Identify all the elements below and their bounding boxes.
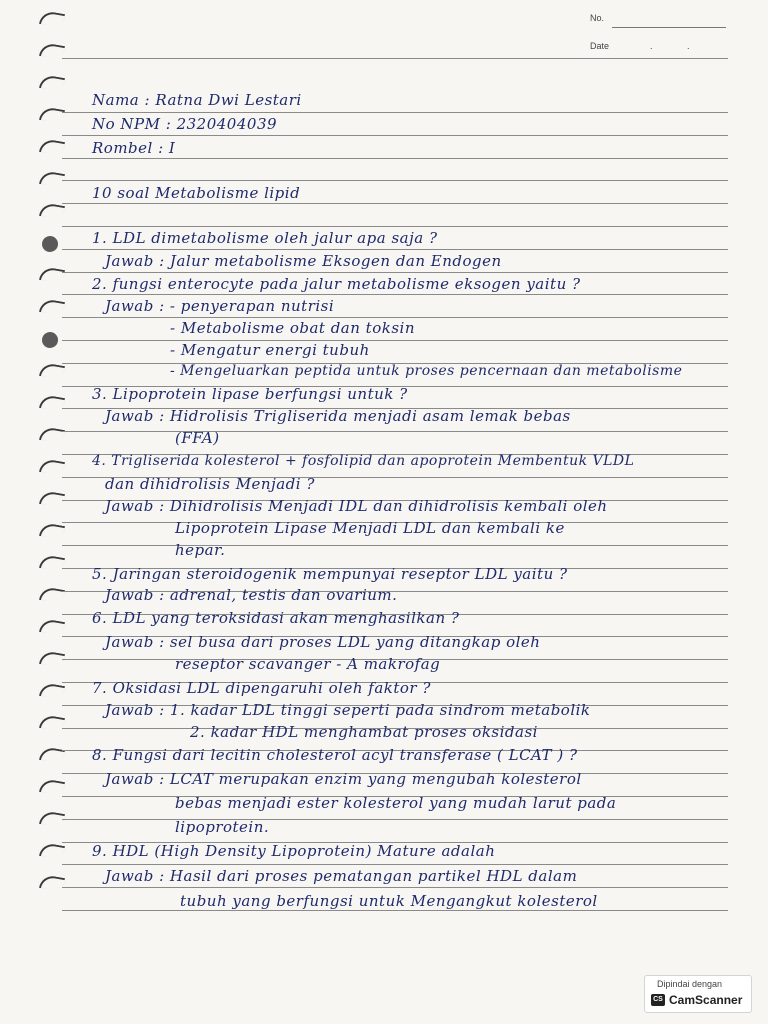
student-name: Nama : Ratna Dwi Lestari [92,91,302,109]
ruled-line [62,272,728,273]
answer-4-line-2: Lipoprotein Lipase Menjadi LDL dan kembali ke [175,519,565,537]
spiral-hook [39,554,65,572]
ruled-line [62,203,728,204]
spiral-hook [39,170,65,188]
answer-8-line-3: lipoprotein. [175,818,270,836]
spiral-hook [39,458,65,476]
spiral-hook [39,298,65,316]
question-6: 6. LDL yang teroksidasi akan menghasilkan ? [92,609,460,627]
spiral-hook [39,426,65,444]
question-3: 3. Lipoprotein lipase berfungsi untuk ? [92,385,408,403]
ruled-line [62,180,728,181]
badge-app-name: CamScanner [669,993,743,1007]
spiral-hook [39,10,65,28]
answer-7-line-2: 2. kadar HDL menghambat proses oksidasi [190,723,538,741]
ruled-line [62,158,728,159]
question-9: 9. HDL (High Density Lipoprotein) Mature adalah [92,842,496,860]
spiral-hook [41,331,60,350]
answer-8-line-2: bebas menjadi ester kolesterol yang mudah larut pada [175,794,617,812]
question-8: 8. Fungsi dari lecitin cholesterol acyl transferase ( LCAT ) ? [92,746,578,764]
spiral-hook [39,74,65,92]
spiral-hook [39,138,65,156]
spiral-hook [39,618,65,636]
spiral-hook [39,106,65,124]
spiral-hook [39,842,65,860]
answer-6-line-1: Jawab : sel busa dari proses LDL yang ditangkap oleh [105,633,541,651]
answer-2-line-3: - Mengatur energi tubuh [170,341,370,359]
ruled-line [62,431,728,432]
spiral-hook [39,714,65,732]
answer-9-line-2: tubuh yang berfungsi untuk Mengangkut kolesterol [180,892,598,910]
date-dots: . . [650,41,706,51]
camscanner-logo-icon: CS [651,994,665,1006]
ruled-line [62,226,728,227]
answer-5: Jawab : adrenal, testis dan ovarium. [105,586,398,604]
answer-7-line-1: Jawab : 1. kadar LDL tinggi seperti pada sindrom metabolik [105,701,591,719]
date-label: Date [590,41,610,51]
answer-2-line-4: - Mengeluarkan peptida untuk proses pencernaan dan metabolisme [170,363,683,379]
spiral-hook [39,586,65,604]
ruled-line [62,135,728,136]
badge-subtitle: Dipindai dengan [657,979,723,989]
spiral-hook [39,266,65,284]
spiral-hook [39,362,65,380]
student-npm: No NPM : 2320404039 [92,115,278,133]
no-line [612,27,726,28]
spiral-hook [41,235,60,254]
assignment-title: 10 soal Metabolisme lipid [92,184,301,202]
spiral-hook [39,522,65,540]
ruled-line [62,910,728,911]
spiral-hook [39,490,65,508]
student-rombel: Rombel : I [92,139,176,157]
ruled-line [62,249,728,250]
ruled-line [62,819,728,820]
answer-2-line-1: Jawab : - penyerapan nutrisi [105,297,335,315]
answer-9-line-1: Jawab : Hasil dari proses pematangan partikel HDL dalam [105,867,578,885]
ruled-line [62,545,728,546]
spiral-hook [39,202,65,220]
answer-3-line-2: (FFA) [175,429,220,447]
ruled-line [62,112,728,113]
spiral-hook [39,394,65,412]
spiral-hook [39,874,65,892]
no-label: No. [590,13,605,23]
camscanner-badge [644,975,752,1013]
spiral-hook [39,746,65,764]
answer-1: Jawab : Jalur metabolisme Eksogen dan Endogen [105,252,502,270]
answer-6-line-2: reseptor scavanger - A makrofag [175,655,441,673]
header-rule [62,58,728,59]
answer-4-line-1: Jawab : Dihidrolisis Menjadi IDL dan dihidrolisis kembali oleh [105,497,608,515]
answer-4-line-3: hepar. [175,541,226,559]
question-7: 7. Oksidasi LDL dipengaruhi oleh faktor ? [92,679,431,697]
ruled-line [62,887,728,888]
answer-8-line-1: Jawab : LCAT merupakan enzim yang mengubah kolesterol [105,770,582,788]
answer-3-line-1: Jawab : Hidrolisis Trigliserida menjadi asam lemak bebas [105,407,571,425]
ruled-line [62,340,728,341]
ruled-line [62,864,728,865]
ruled-line [62,317,728,318]
question-4-line-2: dan dihidrolisis Menjadi ? [105,475,315,493]
question-2: 2. fungsi enterocyte pada jalur metabolisme eksogen yaitu ? [92,275,581,293]
spiral-hook [39,682,65,700]
ruled-line [62,294,728,295]
spiral-hook [39,778,65,796]
question-5: 5. Jaringan steroidogenik mempunyai reseptor LDL yaitu ? [92,565,568,583]
question-4-line-1: 4. Trigliserida kolesterol + fosfolipid dan apoprotein Membentuk VLDL [92,453,635,469]
answer-2-line-2: - Metabolisme obat dan toksin [170,319,415,337]
question-1: 1. LDL dimetabolisme oleh jalur apa saja ? [92,229,438,247]
